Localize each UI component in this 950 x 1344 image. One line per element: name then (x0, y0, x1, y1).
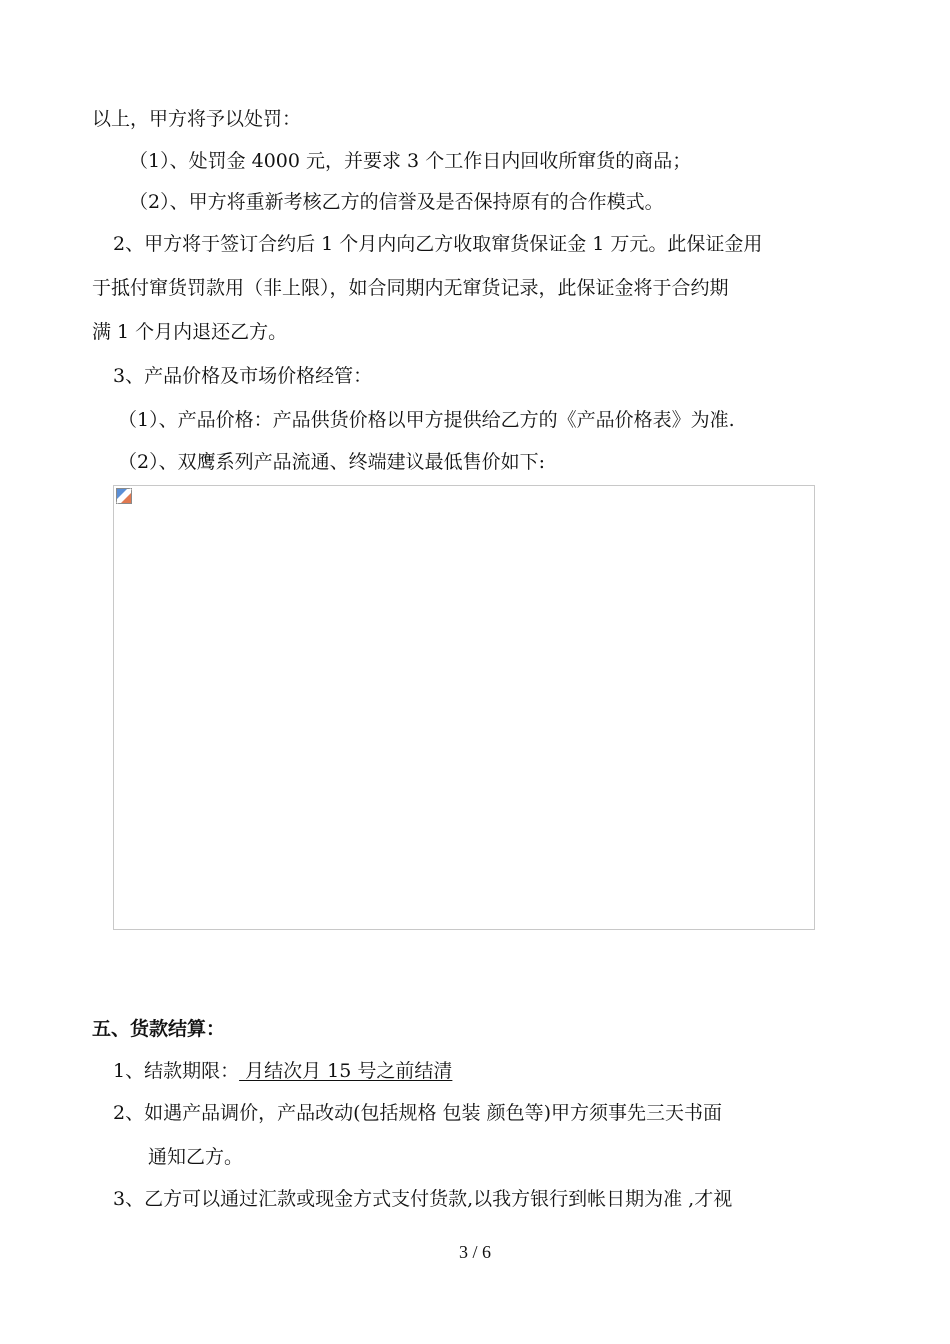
list-item (113, 1059, 452, 1083)
paragraph-line: 以上，甲方将予以处罚： (92, 108, 302, 130)
price-table-image-placeholder (113, 485, 815, 930)
paragraph-line: （1）、处罚金 4000 元，并要求 3 个工作日内回收所窜货的商品； (129, 150, 692, 172)
item-label: 1、结款期限： (113, 1060, 240, 1082)
list-item: 2、如遇产品调价，产品改动(包括规格 包装 颜色等)甲方须事先三天书面 (113, 1102, 722, 1124)
list-item: 3、乙方可以通过汇款或现金方式支付货款,以我方银行到帐日期为准 ,才视 (113, 1188, 733, 1210)
list-item-continuation: 通知乙方。 (148, 1146, 244, 1168)
page-number: 3 / 6 (458, 1242, 491, 1262)
paragraph-line: 3、产品价格及市场价格经管： (113, 365, 373, 387)
section-heading: 五、货款结算： (92, 1018, 226, 1040)
paragraph-line: （2）、双鹰系列产品流通、终端建议最低售价如下: (118, 451, 545, 473)
payment-term-value: 月结次月 15 号之前结清 (239, 1060, 453, 1082)
paragraph-line: 2、甲方将于签订合约后 1 个月内向乙方收取窜货保证金 1 万元。此保证金用 (113, 233, 763, 255)
broken-image-icon (116, 488, 132, 504)
paragraph-line: （1）、产品价格：产品供货价格以甲方提供给乙方的《产品价格表》为准. (118, 409, 735, 431)
paragraph-line: （2）、甲方将重新考核乙方的信誉及是否保持原有的合作模式。 (129, 191, 664, 213)
paragraph-line: 满 1 个月内退还乙方。 (92, 321, 288, 343)
paragraph-line: 于抵付窜货罚款用（非上限），如合同期内无窜货记录，此保证金将于合约期 (92, 277, 729, 299)
